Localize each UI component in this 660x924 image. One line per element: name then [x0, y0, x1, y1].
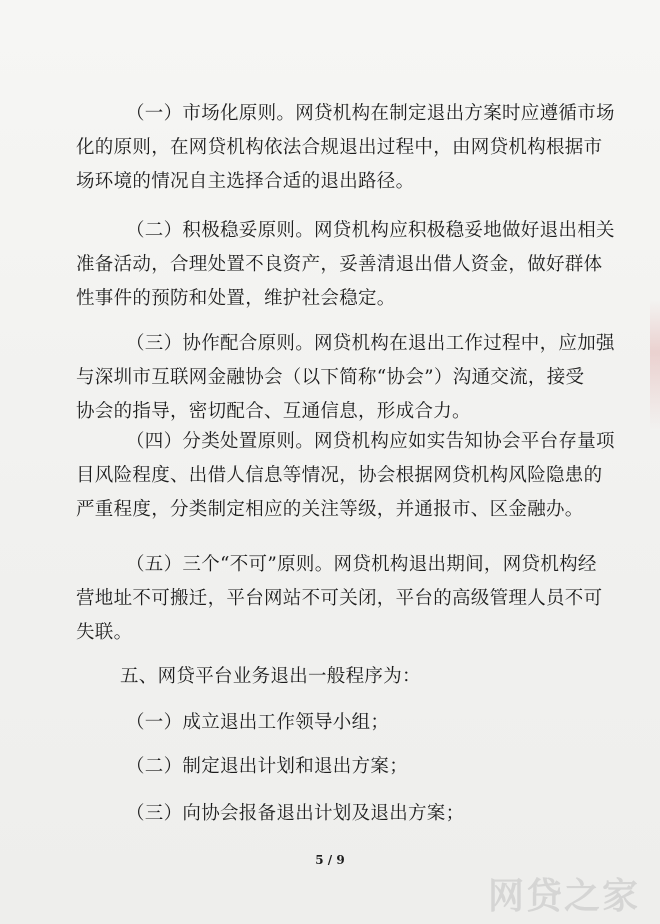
paragraph-line: 协会的指导，密切配合、互通信息，形成合力。	[76, 401, 471, 422]
paragraph-line: 目风险程度、出借人信息等情况，协会根据网贷机构风险隐患的	[76, 465, 603, 486]
paragraph-line: 准备活动，合理处置不良资产，妥善清退出借人资金，做好群体	[76, 254, 603, 275]
procedure-step-3: （三）向协会报备退出计划及退出方案；	[126, 803, 465, 824]
paragraph-line: 性事件的预防和处置，维护社会稳定。	[76, 288, 396, 309]
principle-paragraph-3	[76, 327, 615, 429]
paragraph-line: 与深圳市互联网金融协会（以下简称“协会”）沟通交流，接受	[76, 367, 585, 388]
paragraph-line: 化的原则，在网贷机构依法合规退出过程中，由网贷机构根据市	[76, 137, 603, 158]
paragraph-line: 场环境的情况自主选择合适的退出路径。	[76, 171, 415, 192]
principle-paragraph-4	[76, 425, 615, 527]
principle-paragraph-2	[76, 214, 615, 316]
watermark-logo	[488, 868, 640, 919]
paragraph-line: （四）分类处置原则。网贷机构应如实告知协会平台存量项	[126, 431, 615, 452]
section-heading: 五、网贷平台业务退出一般程序为：	[120, 666, 421, 687]
principle-paragraph-1	[76, 97, 615, 199]
paragraph-line: （五）三个“不可”原则。网贷机构退出期间，网贷机构经	[126, 554, 597, 575]
procedure-step-1: （一）成立退出工作领导小组；	[126, 712, 390, 733]
page-number: 5 / 9	[315, 853, 345, 867]
paragraph-line: 严重程度，分类制定相应的关注等级，并通报市、区金融办。	[76, 499, 584, 520]
procedure-step-2: （二）制定退出计划和退出方案；	[126, 756, 409, 777]
principle-paragraph-5	[76, 548, 603, 650]
paragraph-line: （二）积极稳妥原则。网贷机构应积极稳妥地做好退出相关	[126, 220, 615, 241]
seal-stamp-edge	[650, 300, 660, 430]
paragraph-line: （三）协作配合原则。网贷机构在退出工作过程中，应加强	[126, 333, 615, 354]
paragraph-line: （一）市场化原则。网贷机构在制定退出方案时应遵循市场	[126, 103, 615, 124]
watermark-text: 网贷之家	[487, 876, 640, 917]
paragraph-line: 失联。	[76, 622, 133, 643]
paragraph-line: 营地址不可搬迁，平台网站不可关闭，平台的高级管理人员不可	[76, 588, 603, 609]
